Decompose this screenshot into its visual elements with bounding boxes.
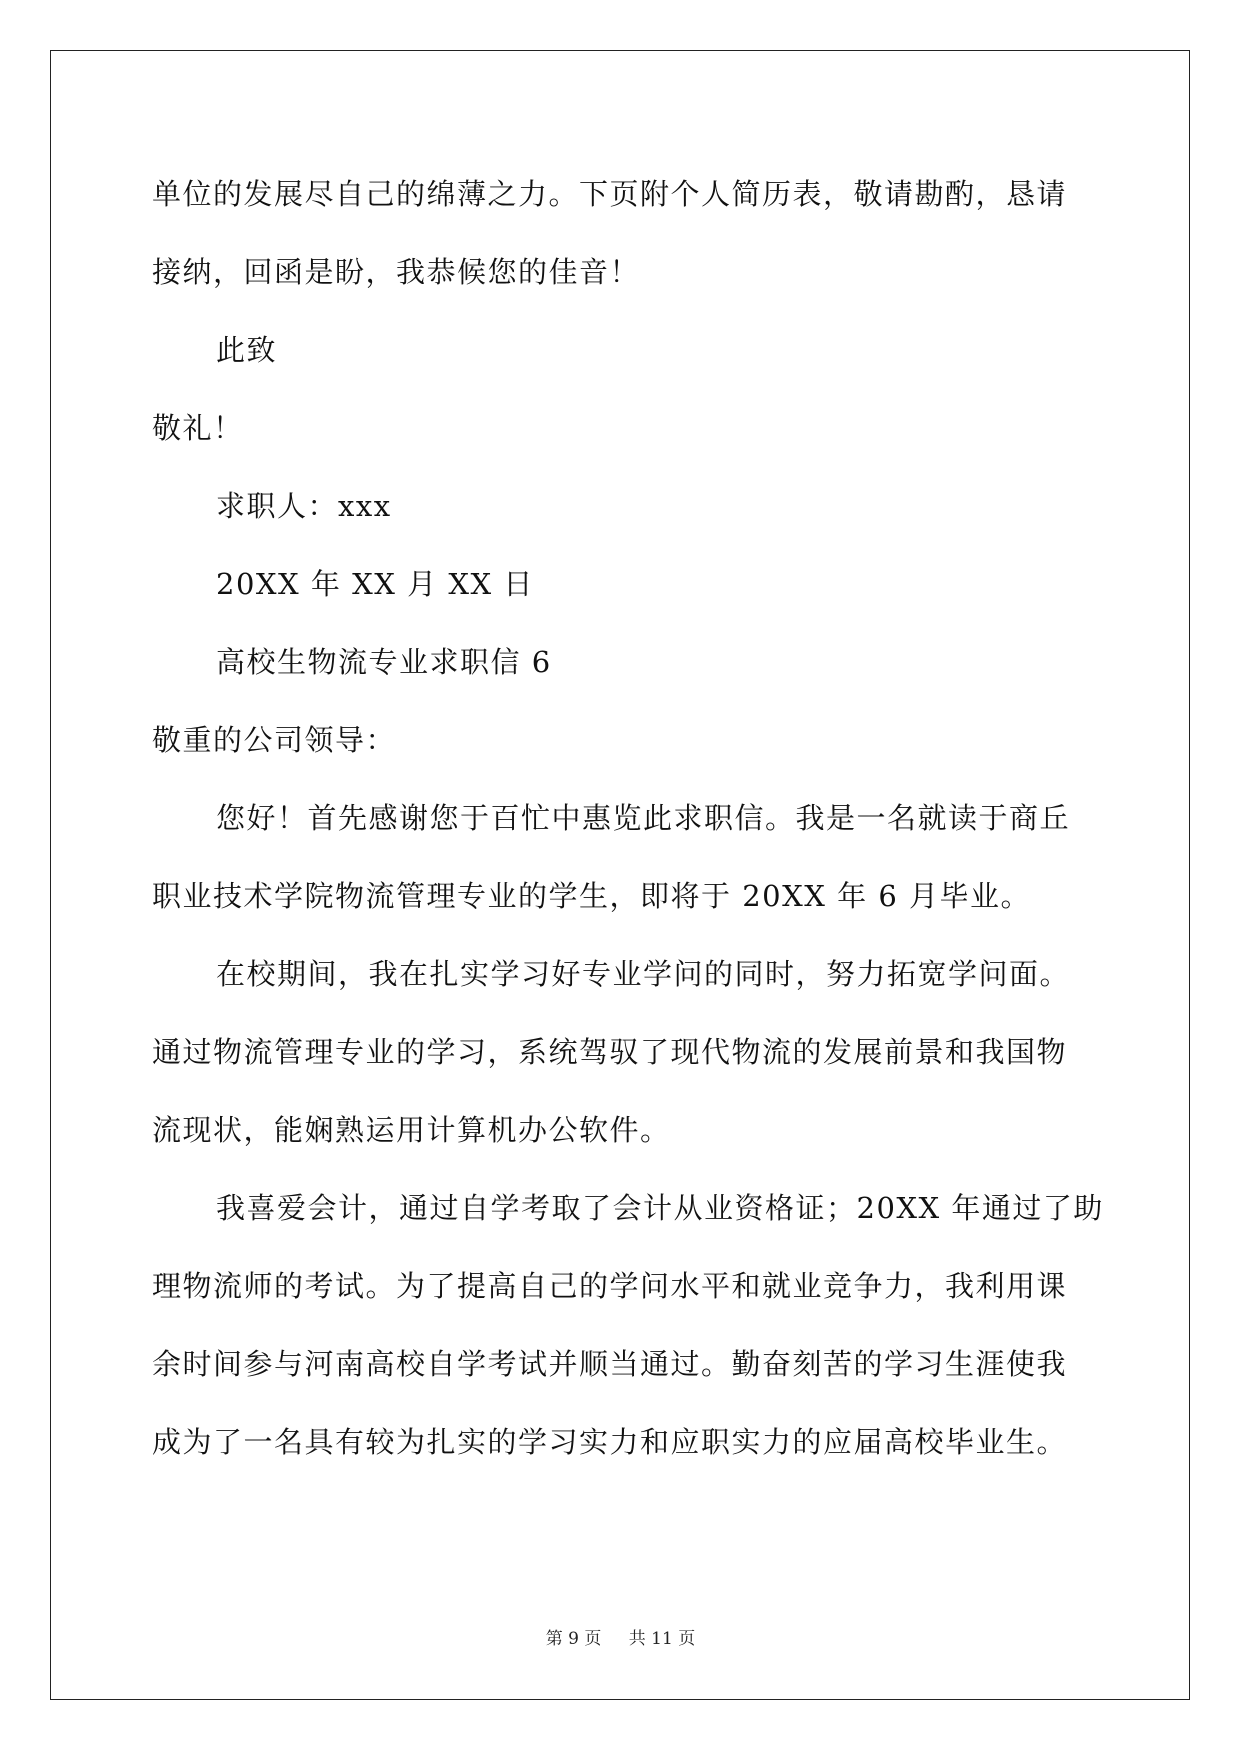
text-line: 我喜爱会计，通过自学考取了会计从业资格证；20XX 年通过了助 xyxy=(216,1191,1104,1225)
applicant-signature: 求职人：xxx xyxy=(216,489,392,523)
text-line: 职业技术学院物流管理专业的学生，即将于 20XX 年 6 月毕业。 xyxy=(152,879,1032,913)
text-line: 接纳，回函是盼，我恭候您的佳音！ xyxy=(152,255,641,289)
text-line: 通过物流管理专业的学习，系统驾驭了现代物流的发展前景和我国物 xyxy=(152,1035,1068,1069)
text-line: 在校期间，我在扎实学习好专业学问的同时，努力拓宽学问面。 xyxy=(216,957,1071,991)
text-line: 流现状，能娴熟运用计算机办公软件。 xyxy=(152,1113,671,1147)
text-line: 余时间参与河南高校自学考试并顺当通过。勤奋刻苦的学习生涯使我 xyxy=(152,1347,1068,1381)
page-number-total: 共 11 页 xyxy=(628,1629,696,1649)
text-line: 成为了一名具有较为扎实的学习实力和应职实力的应届高校毕业生。 xyxy=(152,1425,1068,1459)
page-footer xyxy=(0,1624,1241,1649)
section-heading: 高校生物流专业求职信 6 xyxy=(216,645,552,679)
letter-date: 20XX 年 XX 月 XX 日 xyxy=(216,567,534,601)
text-line: 单位的发展尽自己的绵薄之力。下页附个人简历表，敬请勘酌，恳请 xyxy=(152,177,1068,211)
document-body xyxy=(152,155,1104,1481)
closing-respect: 敬礼！ xyxy=(152,411,244,445)
salutation-closing: 此致 xyxy=(216,333,278,367)
text-line: 您好！首先感谢您于百忙中惠览此求职信。我是一名就读于商丘 xyxy=(216,801,1071,835)
text-line: 理物流师的考试。为了提高自己的学问水平和就业竞争力，我利用课 xyxy=(152,1269,1068,1303)
greeting: 敬重的公司领导： xyxy=(152,723,397,757)
page-number-current: 第 9 页 xyxy=(545,1629,602,1649)
